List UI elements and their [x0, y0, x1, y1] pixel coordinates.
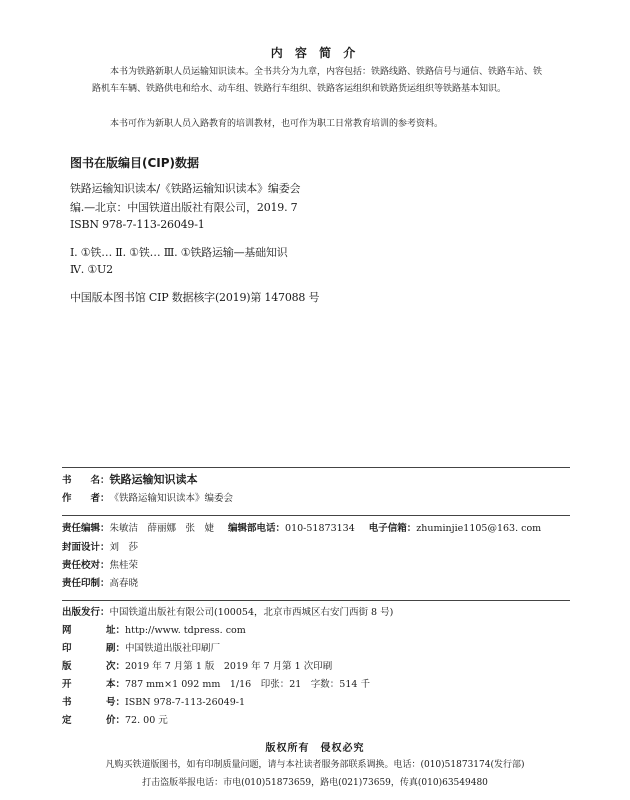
printer-row [62, 642, 220, 656]
book-name-row [62, 473, 198, 488]
editor-value: 朱敏洁 薛丽娜 张 婕 [109, 523, 215, 534]
isbn-label-2: 号： [106, 697, 126, 708]
proof-value: 焦桂荣 [109, 560, 139, 571]
printer-value: 中国铁道出版社印刷厂 [125, 643, 221, 654]
proof-label: 责任校对： [62, 560, 110, 571]
web-label: 网 [62, 625, 94, 636]
staff-proof-row [62, 559, 138, 573]
footer-title: 版权所有 侵权必究 [265, 743, 365, 754]
staff-editor-row [62, 522, 541, 536]
cover-value: 刘 莎 [109, 542, 139, 553]
cover-label: 封面设计： [62, 542, 110, 553]
cip-line-5: Ⅳ. ①U2 [70, 263, 113, 276]
format-value: 787 mm×1 092 mm 1/16 印张：21 字数：514 千 [125, 679, 370, 690]
book-name-label: 书 名： [62, 475, 110, 486]
cip-line-3: ISBN 978-7-113-26049-1 [70, 218, 205, 231]
issuer-value: 中国铁道出版社有限公司(100054，北京市西城区右安门西街 8 号) [109, 607, 394, 618]
edition-label: 版 [62, 661, 94, 672]
web-row [62, 624, 246, 638]
format-label-2: 本： [106, 679, 126, 690]
intro-paragraph-2: 本书可作为新职人员入路教育的培训教材，也可作为职工日常教育培训的参考资料。 [110, 119, 444, 129]
edition-row [62, 660, 332, 674]
book-name-value: 铁路运输知识读本 [109, 473, 198, 486]
isbn-value: ISBN 978-7-113-26049-1 [125, 697, 246, 708]
cip-title: 图书在版编目(CIP)数据 [70, 156, 200, 170]
price-row [62, 714, 168, 728]
issuer-row [62, 606, 393, 620]
price-label: 定 [62, 715, 94, 726]
phone-label: 编辑部电话： [228, 523, 286, 534]
intro-title: 内 容 简 介 [270, 46, 360, 60]
web-value: http://www. tdpress. com [125, 625, 246, 636]
format-row [62, 678, 370, 692]
edition-label-2: 次： [106, 661, 126, 672]
separator-1 [62, 467, 570, 468]
print-label: 责任印制： [62, 578, 110, 589]
editor-label: 责任编辑： [62, 523, 110, 534]
cip-line-6: 中国版本图书馆 CIP 数据核字(2019)第 147088 号 [70, 291, 320, 304]
footer-line-2: 打击盗版举报电话：市电(010)51873659，路电(021)73659，传真(010)63549480 [142, 778, 488, 788]
email-label: 电子信箱： [368, 523, 417, 534]
isbn-row [62, 696, 245, 710]
phone-value: 010-51873134 [285, 523, 355, 534]
edition-value: 2019 年 7 月第 1 版 2019 年 7 月第 1 次印刷 [125, 661, 333, 672]
format-label: 开 [62, 679, 94, 690]
footer-line-1: 凡购买铁道版图书，如有印制质量问题，请与本社读者服务部联系调换。电话：(010)51873174(发行部) [105, 760, 525, 770]
staff-cover-row [62, 541, 138, 555]
separator-3 [62, 600, 570, 601]
cip-line-2: 编.—北京：中国铁道出版社有限公司，2019. 7 [70, 201, 298, 214]
book-author-value: 《铁路运输知识读本》编委会 [109, 493, 234, 504]
intro-paragraph-1: 本书为铁路新职人员运输知识读本。全书共分为九章，内容包括：铁路线路、铁路信号与通信、铁路车站、铁路机车车辆、铁路供电和给水、动车组、铁路行车组织、铁路客运组织和铁路货运组织等铁路基本知识。 [92, 67, 543, 94]
printer-label: 印 [62, 643, 94, 654]
book-author-row [62, 492, 233, 506]
print-value: 高春晓 [109, 578, 139, 589]
price-label-2: 价： [106, 715, 126, 726]
price-value: 72. 00 元 [125, 715, 168, 726]
issuer-label: 出版发行： [62, 607, 110, 618]
email-value: zhuminjie1105@163. com [416, 523, 542, 534]
staff-print-row [62, 577, 138, 591]
isbn-label: 书 [62, 697, 94, 708]
printer-label-2: 刷： [106, 643, 126, 654]
cip-line-4: Ⅰ. ①铁… Ⅱ. ①铁… Ⅲ. ①铁路运输—基础知识 [70, 246, 288, 259]
separator-2 [62, 515, 570, 516]
web-label-2: 址： [106, 625, 126, 636]
book-author-label: 作 者： [62, 493, 110, 504]
cip-line-1: 铁路运输知识读本/《铁路运输知识读本》编委会 [70, 182, 301, 195]
